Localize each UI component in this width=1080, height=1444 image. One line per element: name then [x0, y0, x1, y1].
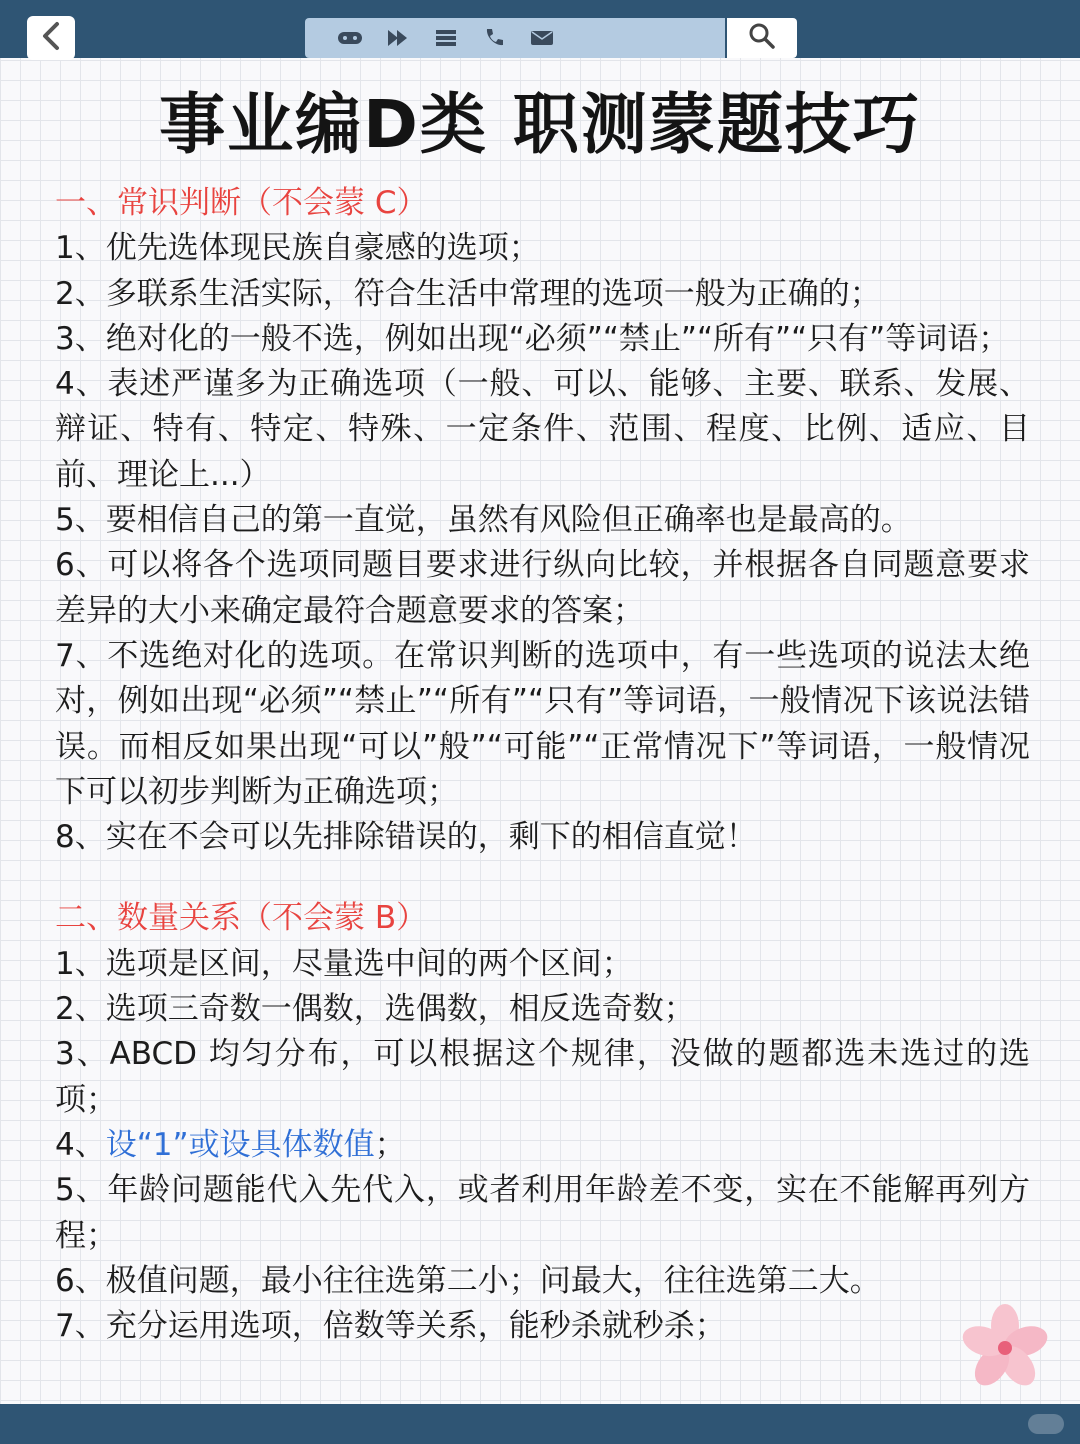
list-item: 7、充分运用选项，倍数等关系，能秒杀就秒杀； — [55, 1308, 726, 1345]
back-button[interactable] — [27, 16, 75, 60]
list-item: 3、ABCD 均匀分布，可以根据这个规律，没做的题都选未选过的选项； — [55, 1036, 1030, 1118]
list-item: 7、不选绝对化的选项。在常识判断的选项中，有一些选项的说法太绝对，例如出现“必须”“禁止”“所有”“只有”等词语，一般情况下该说法错误。而相反如果出现“可以”般”“可能”“正常情况下”等词语，一般情况下可以初步判断为正确选项； — [55, 637, 1030, 810]
highlight-text: 设“1”或设具体数值 — [105, 1126, 375, 1163]
mail-icon[interactable] — [529, 25, 555, 51]
game-controller-icon[interactable] — [337, 25, 363, 51]
list-item: 6、可以将各个选项同题目要求进行纵向比较，并根据各自同题意要求差异的大小来确定最符合题意要求的答案； — [55, 547, 1030, 629]
list-item: 6、极值问题，最小往往选第二小；问最大，往往选第二大。 — [55, 1262, 881, 1299]
section-spacer — [55, 860, 1030, 896]
list-item-prefix: 4、 — [55, 1126, 106, 1163]
list-item: 3、绝对化的一般不选，例如出现“必须”“禁止”“所有”“只有”等词语； — [55, 320, 1010, 357]
bottom-bar — [0, 1404, 1080, 1444]
section-heading-quantitative: 二、数量关系（不会蒙 B） — [55, 900, 428, 937]
play-forward-icon[interactable] — [385, 25, 411, 51]
article-body — [55, 181, 1030, 1349]
toolbar-icon-strip — [305, 18, 725, 58]
list-item-suffix: ； — [374, 1126, 406, 1163]
chevron-left-icon — [40, 21, 62, 55]
list-item — [55, 1123, 1030, 1168]
list-item: 2、选项三奇数一偶数，选偶数，相反选奇数； — [55, 991, 695, 1028]
list-item: 1、优先选体现民族自豪感的选项； — [55, 230, 540, 267]
page-title: 事业编D类 职测蒙题技巧 — [159, 86, 921, 163]
phone-icon[interactable] — [481, 25, 507, 51]
document-icon[interactable] — [433, 25, 459, 51]
list-item: 5、要相信自己的第一直觉，虽然有风险但正确率也是最高的。 — [55, 502, 912, 539]
section-heading-common-sense: 一、常识判断（不会蒙 C） — [55, 185, 428, 221]
list-item: 2、多联系生活实际，符合生活中常理的选项一般为正确的； — [55, 275, 881, 312]
list-item: 5、年龄问题能代入先代入，或者利用年龄差不变，实在不能解再列方程； — [55, 1172, 1030, 1254]
cherry-blossom-icon — [955, 1300, 1055, 1396]
search-button[interactable] — [727, 18, 797, 58]
list-item: 8、实在不会可以先排除错误的，剩下的相信直觉！ — [55, 819, 757, 856]
list-item: 4、表述严谨多为正确选项（一般、可以、能够、主要、联系、发展、辩证、特有、特定、特殊、一定条件、范围、程度、比例、适应、目前、理论上...） — [55, 366, 1030, 493]
search-icon — [748, 22, 776, 54]
list-item: 1、选项是区间，尽量选中间的两个区间； — [55, 945, 633, 982]
watermark-badge — [1028, 1414, 1064, 1434]
